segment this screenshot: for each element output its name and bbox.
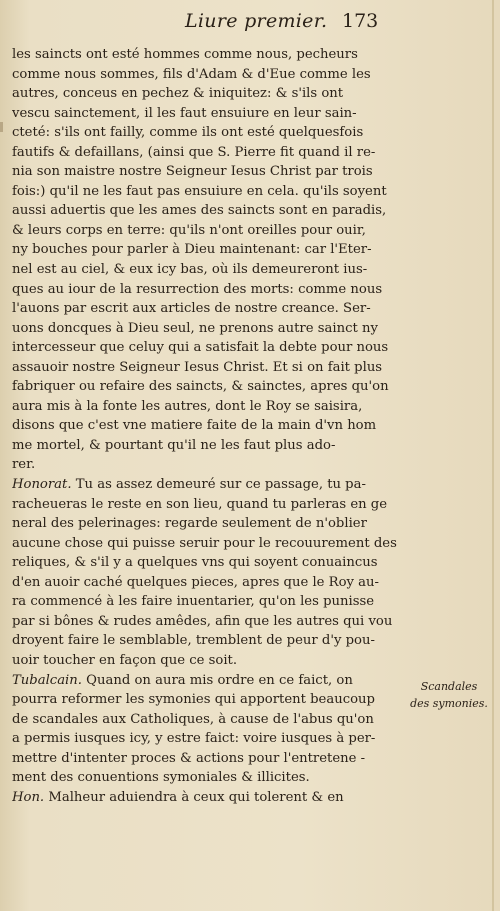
- text-line: droyent faire le semblable, tremblent de peur d'y pou-: [12, 633, 375, 649]
- page-number: 173: [342, 10, 379, 32]
- text-line: ment des conuentions symoniales & illicites.: [12, 770, 310, 786]
- paragraph: [12, 671, 398, 788]
- margin-note: [404, 678, 494, 712]
- text-line: racheueras le reste en son lieu, quand tu parleras en ge: [12, 496, 388, 512]
- text-line: ny bouches pour parler à Dieu maintenant: car l'Eter-: [12, 242, 372, 258]
- page-edge-mark: [0, 122, 3, 132]
- text-line: vescu sainctement, il les faut ensuiure en leur sain-: [12, 105, 357, 121]
- body-text: [12, 45, 398, 807]
- line-text: Malheur aduiendra à ceux qui tolerent & en: [48, 789, 344, 805]
- text-line: d'en auoir caché quelques pieces, apres que le Roy au-: [12, 574, 379, 590]
- text-line: aussi aduertis que les ames des saincts sont en paradis,: [12, 203, 387, 219]
- text-line: l'auons par escrit aux articles de nostre creance. Ser-: [12, 301, 371, 317]
- speaker-name: Tubalcain.: [12, 672, 82, 688]
- text-line: de scandales aux Catholiques, à cause de l'abus qu'on: [12, 711, 374, 727]
- paragraph: [12, 475, 398, 670]
- speaker-name: Hon.: [12, 789, 45, 805]
- text-line: par si bônes & rudes amêdes, afin que les autres qui vou: [12, 613, 393, 629]
- text-line: reliques, & s'il y a quelques vns qui soyent conuaincus: [12, 555, 378, 571]
- text-line: fabriquer ou refaire des saincts, & sainctes, apres qu'on: [12, 379, 389, 395]
- paragraph: [12, 788, 398, 808]
- text-line: cteté: s'ils ont failly, comme ils ont esté quelquesfois: [12, 125, 364, 141]
- text-line: [12, 788, 398, 808]
- page-gutter: [492, 0, 494, 911]
- paragraph: [12, 45, 398, 475]
- text-line: me mortel, & pourtant qu'il ne les faut plus ado-: [12, 437, 336, 453]
- running-head: Liure premier.: [185, 10, 328, 32]
- text-line: uoir toucher en façon que ce soit.: [12, 652, 238, 668]
- text-line: aucune chose qui puisse seruir pour le recouurement des: [12, 535, 397, 551]
- text-line: nel est au ciel, & eux icy bas, où ils demeureront ius-: [12, 262, 368, 278]
- text-line: comme nous sommes, fils d'Adam & d'Eue comme les: [12, 66, 371, 82]
- text-line: ques au iour de la resurrection des morts: comme nous: [12, 281, 383, 297]
- page-header: [0, 10, 500, 38]
- margin-note-line: des symonies.: [410, 697, 488, 710]
- text-line: aura mis à la fonte les autres, dont le Roy se saisira,: [12, 398, 363, 414]
- text-line: les saincts ont esté hommes comme nous, pecheurs: [12, 47, 358, 62]
- line-text: Quand on aura mis ordre en ce faict, on: [86, 672, 353, 688]
- text-line: autres, conceus en pechez & iniquitez: & s'ils ont: [12, 86, 344, 102]
- text-line: ra commencé à les faire inuentarier, qu'on les punisse: [12, 594, 375, 610]
- line-text: Tu as assez demeuré sur ce passage, tu pa-: [75, 477, 366, 493]
- text-line: pourra reformer les symonies qui apportent beaucoup: [12, 692, 375, 708]
- text-line: assauoir nostre Seigneur Iesus Christ. Et si on fait plus: [12, 359, 383, 375]
- text-line: uons doncques à Dieu seul, ne prenons autre sainct ny: [12, 320, 378, 336]
- text-line: nia son maistre nostre Seigneur Iesus Christ par trois: [12, 164, 373, 180]
- speaker-name: Honorat.: [12, 477, 72, 493]
- text-line: [12, 475, 398, 495]
- text-line: fautifs & defaillans, (ainsi que S. Pierre fit quand il re-: [12, 144, 376, 160]
- text-line: intercesseur que celuy qui a satisfait la debte pour nous: [12, 340, 389, 356]
- text-line: [12, 671, 398, 691]
- margin-note-line: Scandales: [420, 680, 478, 693]
- text-line: mettre d'intenter proces & actions pour l'entretene -: [12, 750, 366, 766]
- text-line: & leurs corps en terre: qu'ils n'ont oreilles pour ouir,: [12, 222, 366, 238]
- text-line: disons que c'est vne matiere faite de la main d'vn hom: [12, 418, 377, 434]
- text-line: neral des pelerinages: regarde seulement de n'oblier: [12, 516, 367, 532]
- text-line: fois:) qu'il ne les faut pas ensuiure en cela. qu'ils soyent: [12, 183, 387, 199]
- text-line: rer.: [12, 457, 36, 473]
- text-line: a permis iusques icy, y estre faict: voire iusques à per-: [12, 731, 376, 747]
